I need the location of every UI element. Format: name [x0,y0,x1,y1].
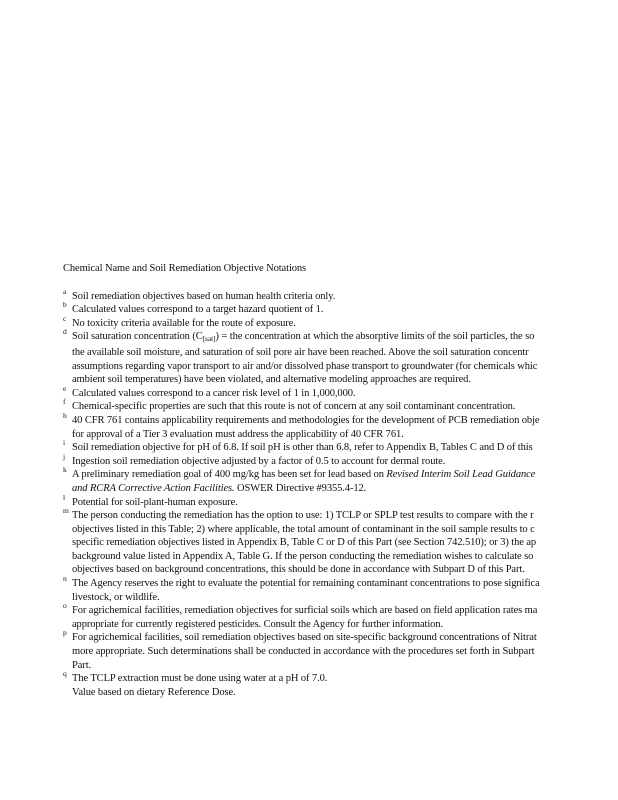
notation-l [63,492,618,510]
notation-text: Calculated values correspond to a cancer risk level of 1 in 1,000,000. [72,387,356,399]
notation-text: Calculated values correspond to a target hazard quotient of 1. [72,304,324,316]
notation-o [63,601,618,631]
notation-text: background value listed in Appendix A, Table G. If the person conducting the remediation wishes to calculate so [72,550,534,562]
notation-text: For agrichemical facilities, soil remediation objectives based on site-specific background concentrations of Nitrat [72,632,537,644]
notation-text-part: Soil saturation concentration (C [72,331,203,343]
section-heading: Chemical Name and Soil Remediation Objective Notations [63,263,307,274]
notation-mark: o [63,601,67,611]
notation-q [63,669,618,699]
notation-n [63,574,618,604]
notation-a [63,286,618,304]
notation-mark: d [63,327,67,337]
notation-text: Ingestion soil remediation objective adjusted by a factor of 0.5 to account for dermal route. [72,455,446,467]
guidance-title-cont: and RCRA Corrective Action Facilities. [72,482,235,494]
notation-text-line [72,468,618,482]
notation-text: Chemical-specific properties are such that this route is not of concern at any soil contaminant concentration. [72,401,516,413]
notation-text: objectives based on background concentrations, this should be done in accordance with Subpart D of this Part. [72,564,525,576]
notation-mark: h [63,410,67,420]
notation-text: The Agency reserves the right to evaluate the potential for remaining contaminant concentrations to pose significa [72,578,540,590]
notation-mark: c [63,313,67,323]
notation-text-part: A preliminary remediation goal of 400 mg/kg has been set for lead based on [72,469,387,481]
notation-text: Value based on dietary Reference Dose. [72,686,236,698]
notation-i [63,438,618,455]
notation-text: No toxicity criteria available for the route of exposure. [72,317,296,329]
notation-text: Part. [72,659,92,671]
notation-d [63,327,618,386]
notation-mark: f [63,397,66,407]
notation-text: The TCLP extraction must be done using water at a pH of 7.0. [72,673,328,685]
notation-j [63,451,618,469]
notation-h [63,410,618,441]
notation-mark: i [63,438,65,448]
notation-mark: p [63,628,67,638]
notation-b [63,300,618,317]
notation-text: Soil remediation objectives based on human health criteria only. [72,290,336,302]
notation-text: more appropriate. Such determinations shall be conducted in accordance with the procedures set forth in Subpart [72,646,535,658]
notation-text: ambient soil temperatures) have been violated, and alternative modeling approaches are required. [72,374,471,386]
notation-text: For agrichemical facilities, remediation objectives for surficial soils which are based on field application rates ma [72,605,538,617]
notation-f [63,397,618,414]
notation-mark: e [63,383,67,393]
notation-mark: a [63,286,67,296]
notation-mark: q [63,669,67,679]
notation-e [63,383,618,401]
notation-text: 40 CFR 761 contains applicability requirements and methodologies for the development of PCB remediation obje [72,414,540,426]
notation-text: for approval of a Tier 3 evaluation must address the applicability of 40 CFR 761. [72,428,404,440]
notation-text: The person conducting the remediation has the option to use: 1) TCLP or SPLP test results to compare with the r [72,510,534,522]
notation-text-part: ) = the concentration at which the absorptive limits of the soil particles, the so [215,331,535,343]
notation-text: Potential for soil-plant-human exposure. [72,496,238,508]
notation-text: objectives listed in this Table; 2) where applicable, the total amount of contaminant in the soil sample results to c [72,523,535,535]
notation-text-line [72,482,618,496]
notation-text-line [72,330,618,346]
notation-text: the available soil moisture, and saturation of soil pore air have been reached. Above the soil saturation concentr [72,346,529,358]
notation-c [63,313,618,331]
notation-text-part: OSWER Directive #9355.4-12. [234,482,367,494]
notation-m [63,506,618,577]
notation-p [63,628,618,672]
notation-k [63,465,618,495]
notation-mark: b [63,300,67,310]
notation-mark: l [63,492,65,502]
notation-mark: j [63,451,65,461]
guidance-title: Revised Interim Soil Lead Guidance [386,469,536,481]
notation-mark: n [63,574,67,584]
notation-text: appropriate for currently registered pesticides. Consult the Agency for further information. [72,618,444,630]
subscript: [sat] [202,334,216,344]
notation-text: Soil remediation objective for pH of 6.8. If soil pH is other than 6.8, refer to Appendix B, Tables C and D of this [72,442,533,454]
notation-text: specific remediation objectives listed in Appendix B, Table C or D of this Part (see Section 742.510); or 3) the ap [72,537,537,549]
notations-section [63,262,618,699]
notation-mark: m [63,506,69,516]
notation-mark: k [63,465,67,475]
notation-text: assumptions regarding vapor transport to air and/or dissolved phase transport to groundwater (for chemicals whic [72,360,538,372]
notation-text: livestock, or wildlife. [72,591,160,603]
